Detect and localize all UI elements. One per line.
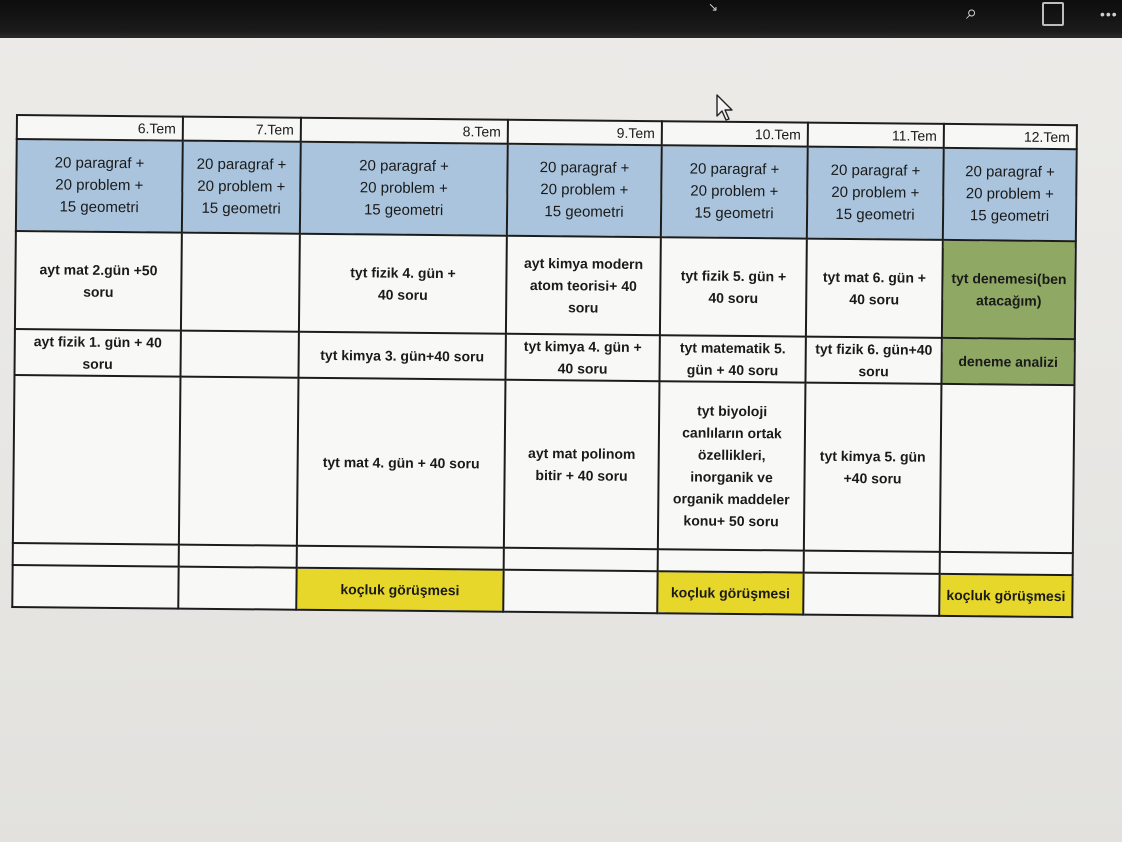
- task-cell[interactable]: tyt kimya 4. gün + 40 soru: [505, 334, 659, 381]
- task-cell[interactable]: tyt biyoloji canlıların ortak özellikleri, inorganik ve organik maddeler konu+ 50 soru: [658, 381, 806, 550]
- save-icon[interactable]: [1042, 2, 1064, 26]
- empty-cell[interactable]: [179, 545, 297, 568]
- date-cell[interactable]: 9.Tem: [508, 120, 662, 145]
- task-cell[interactable]: ayt fizik 1. gün + 40 soru: [14, 329, 180, 377]
- pen-icon[interactable]: ↘: [708, 0, 719, 14]
- daily-goal-cell[interactable]: 20 paragraf + 20 problem + 15 geometri: [507, 144, 662, 237]
- coaching-meeting-cell[interactable]: koçluk görüşmesi: [296, 568, 503, 612]
- date-cell[interactable]: 12.Tem: [944, 124, 1077, 149]
- exam-analysis-cell[interactable]: deneme analizi: [941, 338, 1074, 385]
- coaching-cell[interactable]: [178, 567, 296, 610]
- daily-goal-cell[interactable]: 20 paragraf + 20 problem + 15 geometri: [16, 139, 183, 233]
- exam-task-cell[interactable]: tyt denemesi(ben atacağım): [942, 240, 1076, 339]
- task-cell[interactable]: tyt mat 4. gün + 40 soru: [297, 378, 506, 548]
- task-cell[interactable]: [13, 375, 181, 545]
- daily-goal-cell[interactable]: 20 paragraf + 20 problem + 15 geometri: [300, 142, 508, 236]
- weekly-schedule-table: [11, 114, 1078, 618]
- empty-cell[interactable]: [940, 552, 1073, 575]
- task-cell[interactable]: tyt kimya 5. gün +40 soru: [804, 383, 942, 552]
- empty-cell[interactable]: [658, 549, 804, 572]
- task-cell[interactable]: tyt matematik 5. gün + 40 soru: [659, 335, 805, 382]
- task-cell[interactable]: ayt mat 2.gün +50 soru: [15, 231, 182, 331]
- daily-goal-row: [16, 139, 1077, 241]
- task-cell[interactable]: ayt mat polinom bitir + 40 soru: [504, 380, 660, 549]
- coaching-meeting-cell[interactable]: koçluk görüşmesi: [657, 571, 803, 614]
- task-cell[interactable]: ayt kimya modern atom teorisi+ 40 soru: [506, 236, 661, 335]
- search-icon[interactable]: ⌕: [966, 2, 978, 24]
- task-cell[interactable]: tyt mat 6. gün + 40 soru: [806, 239, 943, 338]
- empty-cell[interactable]: [297, 546, 504, 570]
- empty-cell[interactable]: [13, 543, 179, 567]
- more-icon[interactable]: •••: [1100, 6, 1118, 22]
- date-cell[interactable]: 6.Tem: [17, 115, 183, 141]
- task-row-1: [15, 231, 1076, 339]
- app-toolbar: [0, 0, 1122, 38]
- coaching-cell[interactable]: [12, 565, 178, 609]
- date-cell[interactable]: 11.Tem: [808, 123, 944, 148]
- date-cell[interactable]: 10.Tem: [662, 121, 808, 146]
- date-cell[interactable]: 7.Tem: [183, 117, 301, 142]
- coaching-row: [12, 565, 1072, 617]
- task-cell[interactable]: [181, 233, 300, 332]
- task-cell[interactable]: tyt fizik 5. gün + 40 soru: [660, 237, 807, 336]
- empty-cell[interactable]: [804, 551, 940, 574]
- task-cell[interactable]: tyt fizik 6. gün+40 soru: [805, 337, 941, 384]
- daily-goal-cell[interactable]: 20 paragraf + 20 problem + 15 geometri: [807, 147, 944, 240]
- coaching-cell[interactable]: [803, 573, 939, 616]
- task-cell[interactable]: [940, 384, 1075, 553]
- daily-goal-cell[interactable]: 20 paragraf + 20 problem + 15 geometri: [182, 141, 301, 234]
- daily-goal-cell[interactable]: 20 paragraf + 20 problem + 15 geometri: [661, 145, 808, 238]
- date-cell[interactable]: 8.Tem: [301, 118, 508, 144]
- task-cell[interactable]: [180, 331, 298, 378]
- daily-goal-cell[interactable]: 20 paragraf + 20 problem + 15 geometri: [943, 148, 1077, 241]
- task-row-3: [13, 375, 1075, 553]
- empty-cell[interactable]: [504, 548, 658, 571]
- coaching-cell[interactable]: [503, 570, 657, 613]
- coaching-meeting-cell[interactable]: koçluk görüşmesi: [939, 574, 1072, 617]
- task-cell[interactable]: [179, 377, 299, 546]
- mouse-cursor-icon: [716, 94, 734, 122]
- task-cell[interactable]: tyt fizik 4. gün + 40 soru: [299, 234, 507, 334]
- task-cell[interactable]: tyt kimya 3. gün+40 soru: [298, 332, 505, 380]
